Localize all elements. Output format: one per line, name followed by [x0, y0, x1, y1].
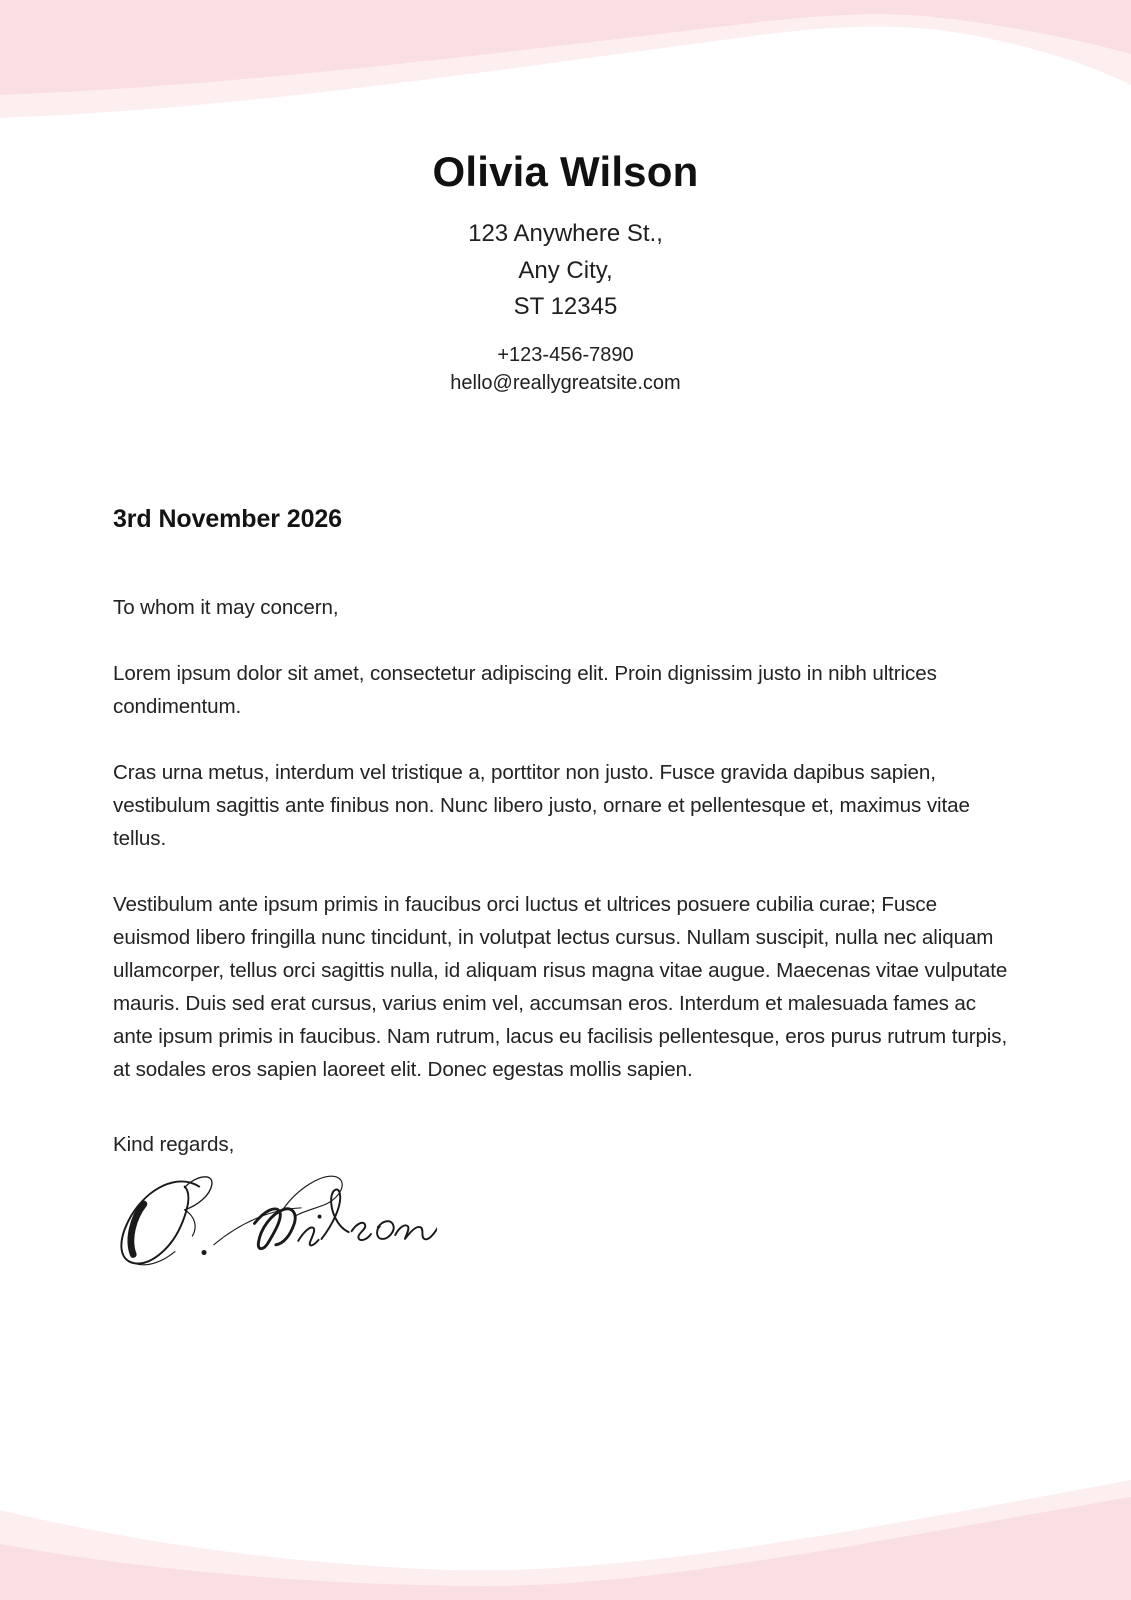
address-line-state-zip: ST 12345: [513, 293, 618, 320]
signature-o-wilson: [107, 1167, 437, 1274]
sender-email: hello@reallygreatsite.com: [450, 372, 681, 394]
letterhead: [0, 148, 1131, 398]
address-line-city: Any City,: [518, 256, 613, 284]
letter-date: 3rd November 2026: [113, 505, 342, 533]
letter-body: [113, 503, 1018, 1274]
sender-contact: [0, 341, 1131, 398]
address-line-street: 123 Anywhere St.,: [468, 220, 663, 247]
paragraph-1: Lorem ipsum dolor sit amet, consectetur adipiscing elit. Proin dignissim justo in nibh ultrices condimentum.: [113, 662, 937, 718]
bottom-wave-decoration: [0, 1440, 1131, 1600]
closing-line: Kind regards,: [113, 1133, 235, 1156]
sender-name: Olivia Wilson: [432, 148, 699, 195]
salutation: To whom it may concern,: [113, 596, 339, 619]
paragraph-3: Vestibulum ante ipsum primis in faucibus orci luctus et ultrices posuere cubilia curae; Fusce euismod libero fringilla nunc tincidunt, in volutpat lectus cursus. Nullam suscipit, nulla nec aliquam ullamcorper, tellus orci sagittis nulla, id aliquam risus magna vitae augue. Maecenas vitae vulputate mauris. Duis sed erat cursus, varius enim vel, accumsan eros. Interdum et malesuada fames ac ante ipsum primis in faucibus. Nam rutrum, lacus eu facilisis pellentesque, eros purus rutrum turpis, at sodales eros sapien laoreet elit. Donec egestas mollis sapien.: [113, 893, 1008, 1081]
sender-address: [0, 216, 1131, 326]
sender-phone: +123-456-7890: [497, 343, 634, 366]
top-wave-decoration: [0, 0, 1131, 160]
paragraph-2: Cras urna metus, interdum vel tristique a, porttitor non justo. Fusce gravida dapibus sapien, vestibulum sagittis ante finibus non. Nunc libero justo, ornare et pellentesque et, maximus vitae tellus.: [113, 761, 970, 850]
